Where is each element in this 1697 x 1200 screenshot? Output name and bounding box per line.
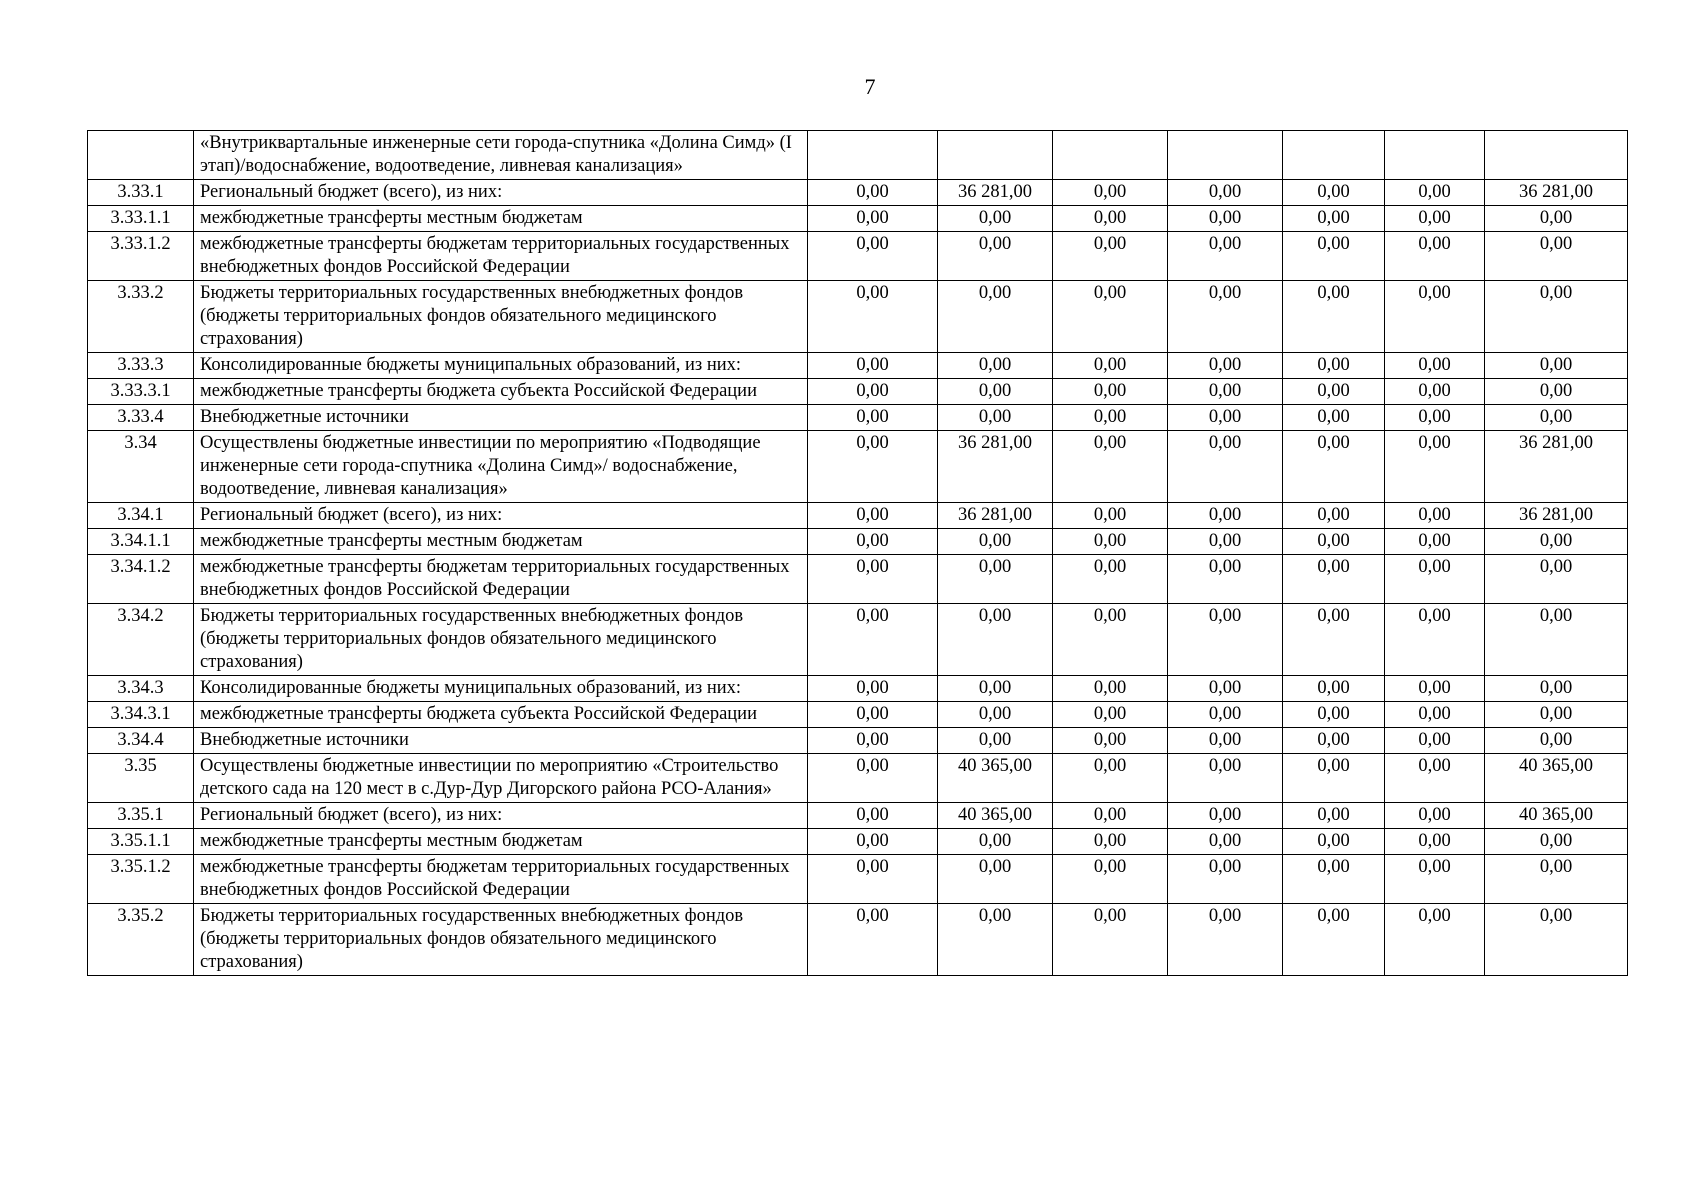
table-row (88, 676, 1628, 702)
value-cell: 0,00 (938, 281, 1053, 353)
value-cell: 0,00 (1283, 232, 1385, 281)
value-cell: 0,00 (1283, 754, 1385, 803)
value-cell: 0,00 (1485, 379, 1628, 405)
value-cell: 0,00 (938, 206, 1053, 232)
value-cell: 0,00 (1283, 803, 1385, 829)
row-description: Внебюджетные источники (194, 728, 808, 754)
value-cell: 0,00 (1053, 405, 1168, 431)
row-description: Внебюджетные источники (194, 405, 808, 431)
value-cell: 0,00 (1168, 728, 1283, 754)
table-body (88, 131, 1628, 976)
value-cell: 0,00 (1385, 855, 1485, 904)
value-cell: 0,00 (1168, 676, 1283, 702)
value-cell: 0,00 (1053, 379, 1168, 405)
value-cell (1385, 131, 1485, 180)
value-cell: 0,00 (1485, 904, 1628, 976)
value-cell: 40 365,00 (938, 754, 1053, 803)
value-cell: 0,00 (1053, 180, 1168, 206)
page-number: 7 (864, 74, 876, 99)
value-cell: 0,00 (1283, 206, 1385, 232)
value-cell: 0,00 (1053, 676, 1168, 702)
row-description: Бюджеты территориальных государственных внебюджетных фондов (бюджеты территориальных фондов обязательного медицинского страхования) (194, 281, 808, 353)
row-description: межбюджетные трансферты бюджета субъекта Российской Федерации (194, 379, 808, 405)
value-cell: 0,00 (808, 281, 938, 353)
value-cell: 0,00 (1283, 904, 1385, 976)
value-cell: 0,00 (1385, 281, 1485, 353)
value-cell: 0,00 (938, 232, 1053, 281)
value-cell: 0,00 (808, 206, 938, 232)
value-cell: 0,00 (938, 529, 1053, 555)
value-cell: 0,00 (938, 555, 1053, 604)
value-cell: 0,00 (1385, 555, 1485, 604)
value-cell: 0,00 (1053, 855, 1168, 904)
row-code (88, 131, 194, 180)
value-cell: 0,00 (1168, 604, 1283, 676)
value-cell: 0,00 (1168, 232, 1283, 281)
value-cell: 36 281,00 (1485, 503, 1628, 529)
value-cell: 0,00 (1168, 702, 1283, 728)
value-cell: 0,00 (808, 803, 938, 829)
value-cell: 0,00 (1385, 904, 1485, 976)
row-description: Региональный бюджет (всего), из них: (194, 803, 808, 829)
value-cell: 0,00 (938, 829, 1053, 855)
row-description: межбюджетные трансферты местным бюджетам (194, 829, 808, 855)
value-cell: 0,00 (1283, 676, 1385, 702)
table-row (88, 281, 1628, 353)
value-cell (808, 131, 938, 180)
row-code: 3.35.1 (88, 803, 194, 829)
value-cell: 0,00 (1485, 281, 1628, 353)
row-description: межбюджетные трансферты бюджетам территориальных государственных внебюджетных фондов Российской Федерации (194, 555, 808, 604)
value-cell: 0,00 (1385, 604, 1485, 676)
table-row (88, 728, 1628, 754)
table-row (88, 555, 1628, 604)
value-cell: 36 281,00 (938, 180, 1053, 206)
row-code: 3.34.1.1 (88, 529, 194, 555)
value-cell: 0,00 (1385, 353, 1485, 379)
row-description: Региональный бюджет (всего), из них: (194, 503, 808, 529)
row-description: Бюджеты территориальных государственных внебюджетных фондов (бюджеты территориальных фондов обязательного медицинского страхования) (194, 604, 808, 676)
value-cell: 0,00 (808, 405, 938, 431)
value-cell: 0,00 (808, 702, 938, 728)
row-description: Осуществлены бюджетные инвестиции по мероприятию «Строительство детского сада на 120 мест в с.Дур-Дур Дигорского района РСО-Алания» (194, 754, 808, 803)
table-row (88, 529, 1628, 555)
value-cell: 0,00 (1283, 555, 1385, 604)
value-cell: 0,00 (1053, 281, 1168, 353)
value-cell: 0,00 (808, 855, 938, 904)
value-cell (1053, 131, 1168, 180)
value-cell: 0,00 (1053, 702, 1168, 728)
budget-table (87, 130, 1628, 976)
table-row (88, 180, 1628, 206)
value-cell: 0,00 (1053, 829, 1168, 855)
value-cell: 0,00 (1053, 529, 1168, 555)
value-cell: 0,00 (808, 529, 938, 555)
value-cell: 36 281,00 (1485, 431, 1628, 503)
row-code: 3.35.1.1 (88, 829, 194, 855)
value-cell: 0,00 (1168, 529, 1283, 555)
value-cell: 0,00 (1485, 702, 1628, 728)
value-cell: 0,00 (808, 180, 938, 206)
value-cell: 0,00 (1168, 904, 1283, 976)
value-cell: 0,00 (1053, 754, 1168, 803)
value-cell: 0,00 (1168, 281, 1283, 353)
row-code: 3.33.3.1 (88, 379, 194, 405)
row-code: 3.34.2 (88, 604, 194, 676)
value-cell: 0,00 (938, 855, 1053, 904)
value-cell: 0,00 (808, 555, 938, 604)
row-code: 3.35.1.2 (88, 855, 194, 904)
value-cell: 0,00 (1485, 604, 1628, 676)
value-cell: 0,00 (1168, 379, 1283, 405)
row-code: 3.34 (88, 431, 194, 503)
value-cell (1283, 131, 1385, 180)
row-code: 3.33.1.1 (88, 206, 194, 232)
value-cell: 0,00 (808, 904, 938, 976)
value-cell: 0,00 (1053, 728, 1168, 754)
value-cell (1485, 131, 1628, 180)
value-cell: 0,00 (938, 728, 1053, 754)
value-cell: 0,00 (1385, 431, 1485, 503)
value-cell: 0,00 (938, 676, 1053, 702)
value-cell: 0,00 (1485, 529, 1628, 555)
value-cell: 0,00 (938, 405, 1053, 431)
table-row (88, 431, 1628, 503)
value-cell: 0,00 (1385, 728, 1485, 754)
row-code: 3.33.4 (88, 405, 194, 431)
value-cell: 0,00 (808, 431, 938, 503)
value-cell: 0,00 (1053, 431, 1168, 503)
value-cell: 0,00 (1385, 379, 1485, 405)
value-cell: 0,00 (1485, 829, 1628, 855)
value-cell: 0,00 (1385, 503, 1485, 529)
value-cell: 0,00 (1283, 604, 1385, 676)
row-code: 3.35 (88, 754, 194, 803)
value-cell: 0,00 (1053, 232, 1168, 281)
value-cell: 0,00 (1283, 503, 1385, 529)
value-cell (1168, 131, 1283, 180)
value-cell: 0,00 (1168, 855, 1283, 904)
row-description: Консолидированные бюджеты муниципальных образований, из них: (194, 676, 808, 702)
value-cell: 0,00 (808, 754, 938, 803)
value-cell: 0,00 (1485, 232, 1628, 281)
value-cell: 0,00 (1385, 676, 1485, 702)
row-code: 3.34.3 (88, 676, 194, 702)
row-code: 3.34.3.1 (88, 702, 194, 728)
value-cell: 0,00 (938, 379, 1053, 405)
value-cell: 0,00 (1053, 206, 1168, 232)
value-cell: 0,00 (1385, 180, 1485, 206)
value-cell: 0,00 (1283, 529, 1385, 555)
value-cell: 36 281,00 (1485, 180, 1628, 206)
value-cell: 0,00 (1283, 281, 1385, 353)
value-cell: 0,00 (1168, 503, 1283, 529)
row-code: 3.33.1.2 (88, 232, 194, 281)
row-description: Региональный бюджет (всего), из них: (194, 180, 808, 206)
row-description: Осуществлены бюджетные инвестиции по мероприятию «Подводящие инженерные сети города-спутника «Долина Симд»/ водоснабжение, водоотведение, ливневая канализация» (194, 431, 808, 503)
value-cell: 0,00 (1283, 855, 1385, 904)
value-cell: 0,00 (1385, 232, 1485, 281)
value-cell: 40 365,00 (1485, 754, 1628, 803)
table-row (88, 379, 1628, 405)
row-description: межбюджетные трансферты бюджетам территориальных государственных внебюджетных фондов Российской Федерации (194, 855, 808, 904)
value-cell: 0,00 (1385, 702, 1485, 728)
row-code: 3.34.1.2 (88, 555, 194, 604)
value-cell: 0,00 (808, 728, 938, 754)
value-cell: 0,00 (808, 829, 938, 855)
row-code: 3.35.2 (88, 904, 194, 976)
row-code: 3.33.1 (88, 180, 194, 206)
value-cell: 0,00 (1385, 206, 1485, 232)
table-row (88, 754, 1628, 803)
row-description: Консолидированные бюджеты муниципальных образований, из них: (194, 353, 808, 379)
value-cell: 0,00 (1053, 555, 1168, 604)
value-cell: 36 281,00 (938, 503, 1053, 529)
value-cell: 0,00 (1385, 529, 1485, 555)
value-cell: 0,00 (938, 904, 1053, 976)
value-cell: 40 365,00 (938, 803, 1053, 829)
value-cell: 0,00 (808, 676, 938, 702)
table-row (88, 232, 1628, 281)
table-row (88, 353, 1628, 379)
value-cell: 0,00 (1485, 405, 1628, 431)
value-cell: 0,00 (1283, 353, 1385, 379)
value-cell: 0,00 (1385, 405, 1485, 431)
table-row (88, 803, 1628, 829)
value-cell: 40 365,00 (1485, 803, 1628, 829)
table-row (88, 131, 1628, 180)
table-row (88, 604, 1628, 676)
value-cell: 0,00 (1168, 405, 1283, 431)
value-cell: 0,00 (1283, 379, 1385, 405)
value-cell: 0,00 (808, 604, 938, 676)
value-cell: 0,00 (1168, 353, 1283, 379)
value-cell: 0,00 (808, 353, 938, 379)
value-cell: 0,00 (938, 353, 1053, 379)
value-cell: 0,00 (938, 604, 1053, 676)
row-code: 3.33.3 (88, 353, 194, 379)
value-cell: 0,00 (1168, 829, 1283, 855)
row-code: 3.33.2 (88, 281, 194, 353)
value-cell: 0,00 (1283, 431, 1385, 503)
table-row (88, 829, 1628, 855)
value-cell: 0,00 (1168, 754, 1283, 803)
value-cell: 0,00 (1283, 829, 1385, 855)
table-row (88, 904, 1628, 976)
table-row (88, 855, 1628, 904)
value-cell: 0,00 (1485, 855, 1628, 904)
value-cell: 0,00 (1283, 728, 1385, 754)
table-row (88, 405, 1628, 431)
value-cell: 0,00 (808, 503, 938, 529)
row-description: Бюджеты территориальных государственных внебюджетных фондов (бюджеты территориальных фондов обязательного медицинского страхования) (194, 904, 808, 976)
value-cell: 0,00 (1485, 353, 1628, 379)
value-cell: 0,00 (1053, 803, 1168, 829)
value-cell: 0,00 (1485, 206, 1628, 232)
value-cell: 0,00 (1168, 180, 1283, 206)
value-cell: 0,00 (808, 232, 938, 281)
value-cell: 0,00 (1385, 803, 1485, 829)
value-cell: 0,00 (1485, 676, 1628, 702)
value-cell: 0,00 (1168, 555, 1283, 604)
value-cell: 0,00 (1053, 353, 1168, 379)
value-cell: 0,00 (808, 379, 938, 405)
value-cell: 0,00 (1283, 405, 1385, 431)
value-cell: 0,00 (1283, 180, 1385, 206)
row-description: межбюджетные трансферты бюджетам территориальных государственных внебюджетных фондов Российской Федерации (194, 232, 808, 281)
value-cell: 0,00 (1283, 702, 1385, 728)
value-cell (938, 131, 1053, 180)
value-cell: 0,00 (1168, 206, 1283, 232)
value-cell: 0,00 (1168, 803, 1283, 829)
table-row (88, 503, 1628, 529)
value-cell: 0,00 (1053, 604, 1168, 676)
table-row (88, 702, 1628, 728)
row-description: межбюджетные трансферты бюджета субъекта Российской Федерации (194, 702, 808, 728)
value-cell: 0,00 (1168, 431, 1283, 503)
row-description: межбюджетные трансферты местным бюджетам (194, 529, 808, 555)
row-code: 3.34.1 (88, 503, 194, 529)
value-cell: 36 281,00 (938, 431, 1053, 503)
row-description: «Внутриквартальные инженерные сети города-спутника «Долина Симд» (I этап)/водоснабжение, водоотведение, ливневая канализация» (194, 131, 808, 180)
value-cell: 0,00 (1385, 754, 1485, 803)
value-cell: 0,00 (1385, 829, 1485, 855)
value-cell: 0,00 (1485, 728, 1628, 754)
value-cell: 0,00 (938, 702, 1053, 728)
table-row (88, 206, 1628, 232)
value-cell: 0,00 (1053, 904, 1168, 976)
value-cell: 0,00 (1053, 503, 1168, 529)
row-code: 3.34.4 (88, 728, 194, 754)
row-description: межбюджетные трансферты местным бюджетам (194, 206, 808, 232)
value-cell: 0,00 (1485, 555, 1628, 604)
